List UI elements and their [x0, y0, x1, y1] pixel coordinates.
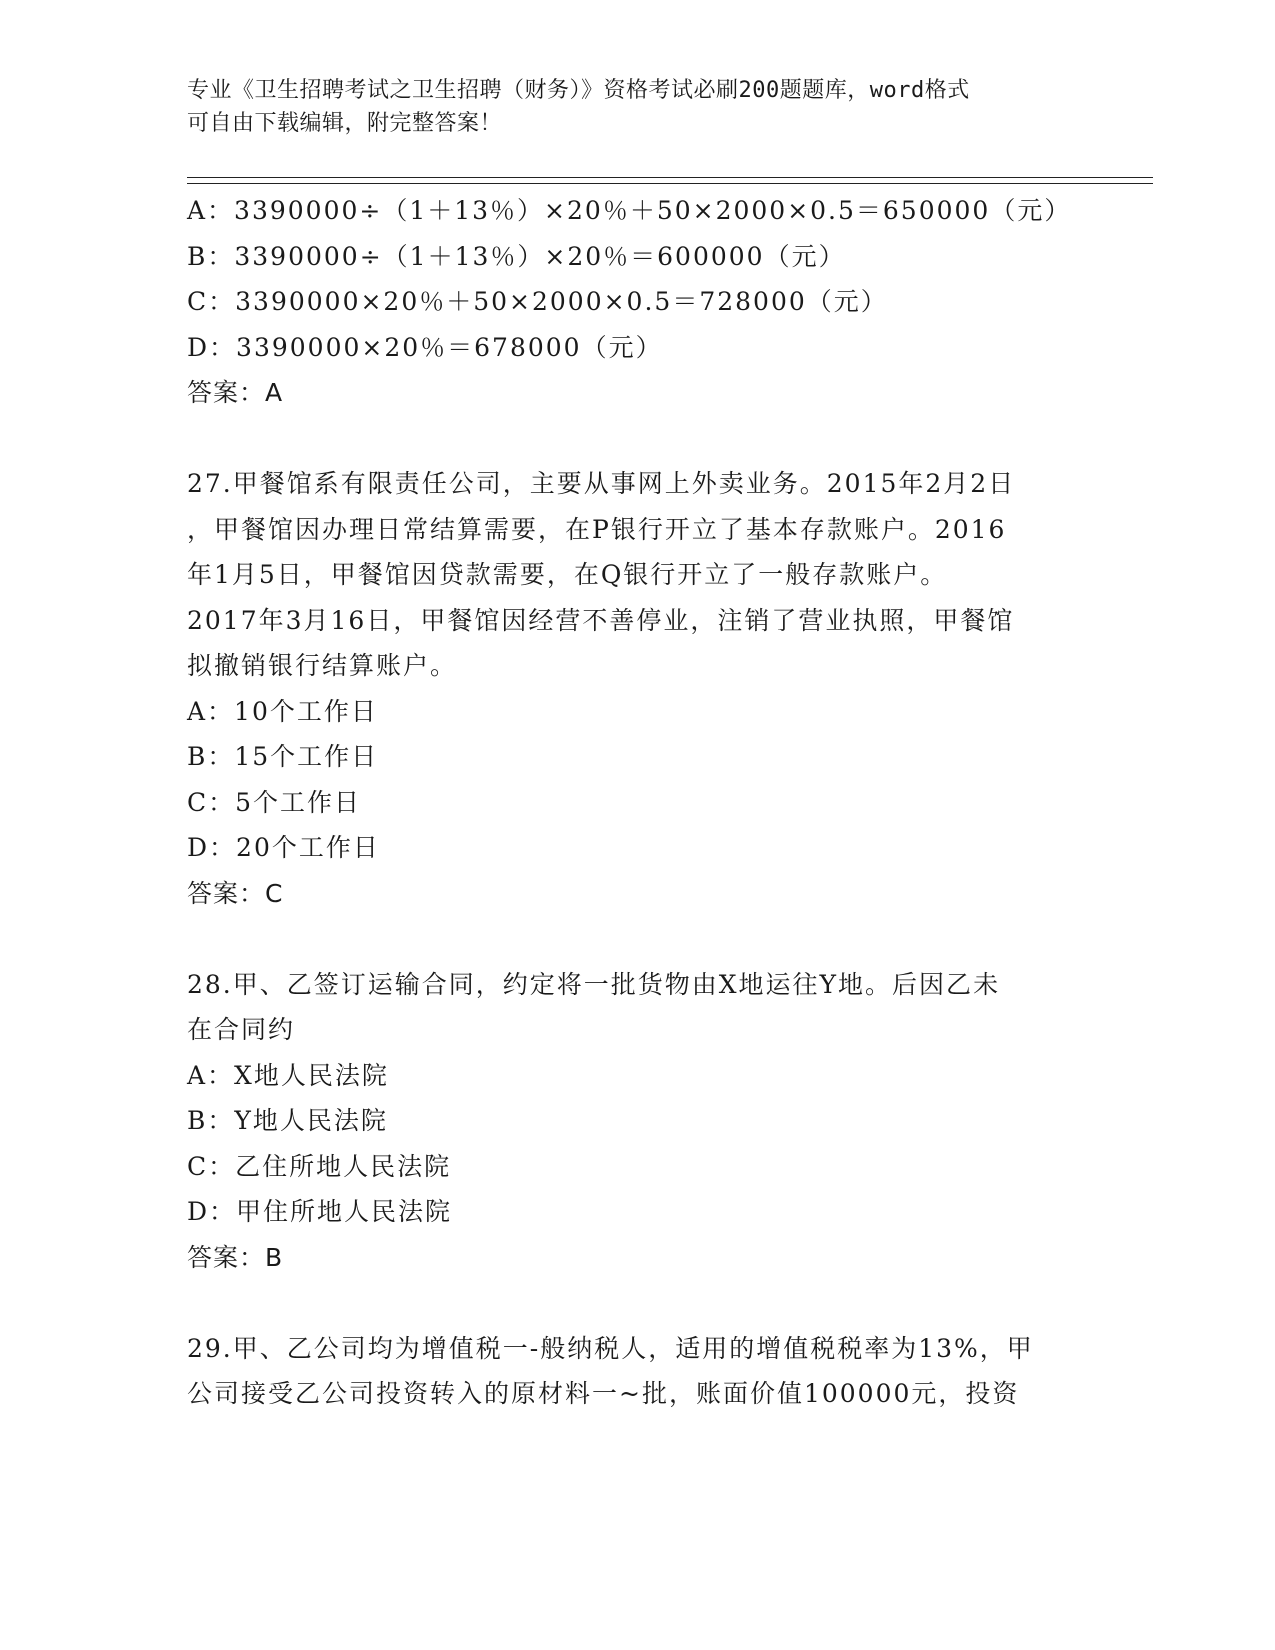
answer: 答案：B [187, 1242, 284, 1272]
answer: 答案：A [187, 378, 284, 407]
option-d: D：3390000×20％＝678000（元） [187, 332, 663, 362]
question-stem-line: 年1月5日，甲餐馆因贷款需要，在Q银行开立了一般存款账户。 [187, 560, 948, 589]
question-stem-line: ，甲餐馆因办理日常结算需要，在P银行开立了基本存款账户。2016 [187, 514, 1007, 544]
page-header [187, 74, 1087, 140]
option-d: D：20个工作日 [187, 833, 380, 862]
question-28 [187, 962, 1087, 1281]
option-c: C：3390000×20％＋50×2000×0.5＝728000（元） [187, 287, 888, 316]
header-line-2: 可自由下载编辑，附完整答案！ [187, 111, 503, 136]
spacer [187, 416, 1087, 462]
question-stem-line: 27.甲餐馆系有限责任公司，主要从事网上外卖业务。2015年2月2日 [187, 469, 1016, 498]
question-stem-line: 28.甲、乙签订运输合同，约定将一批货物由X地运往Y地。后因乙未 [187, 969, 1001, 999]
spacer [187, 1280, 1087, 1326]
question-stem-line: 公司接受乙公司投资转入的原材料一~批，账面价值100000元，投资 [187, 1379, 1020, 1408]
question-list [187, 188, 1087, 1417]
option-b: B：Y地人民法院 [187, 1106, 388, 1135]
spacer [187, 916, 1087, 962]
question-stem-line: 拟撤销银行结算账户。 [187, 651, 458, 680]
option-b: B：15个工作日 [187, 742, 379, 771]
question-29 [187, 1326, 1087, 1417]
question-26 [187, 188, 1087, 416]
header-divider-top [187, 177, 1153, 178]
question-stem-line: 2017年3月16日，甲餐馆因经营不善停业，注销了营业执照，甲餐馆 [187, 605, 1015, 635]
header-divider-bottom [187, 183, 1153, 184]
option-c: C：乙住所地人民法院 [187, 1151, 452, 1181]
option-d: D：甲住所地人民法院 [187, 1197, 453, 1226]
option-c: C：5个工作日 [187, 787, 362, 817]
question-stem-line: 29.甲、乙公司均为增值税一-般纳税人，适用的增值税税率为13%，甲 [187, 1333, 1034, 1363]
option-b: B：3390000÷（1＋13％）×20％＝600000（元） [187, 241, 846, 271]
question-stem-line: 在合同约 [187, 1015, 296, 1044]
option-a: A：X地人民法院 [187, 1060, 389, 1090]
option-a: A：3390000÷（1＋13％）×20％＋50×2000×0.5＝650000（元） [187, 196, 1072, 225]
answer: 答案：C [187, 878, 284, 908]
question-27 [187, 461, 1087, 916]
header-line-1: 专业《卫生招聘考试之卫生招聘（财务）》资格考试必刷200题题库，word格式 [187, 78, 970, 103]
option-a: A：10个工作日 [187, 696, 378, 726]
